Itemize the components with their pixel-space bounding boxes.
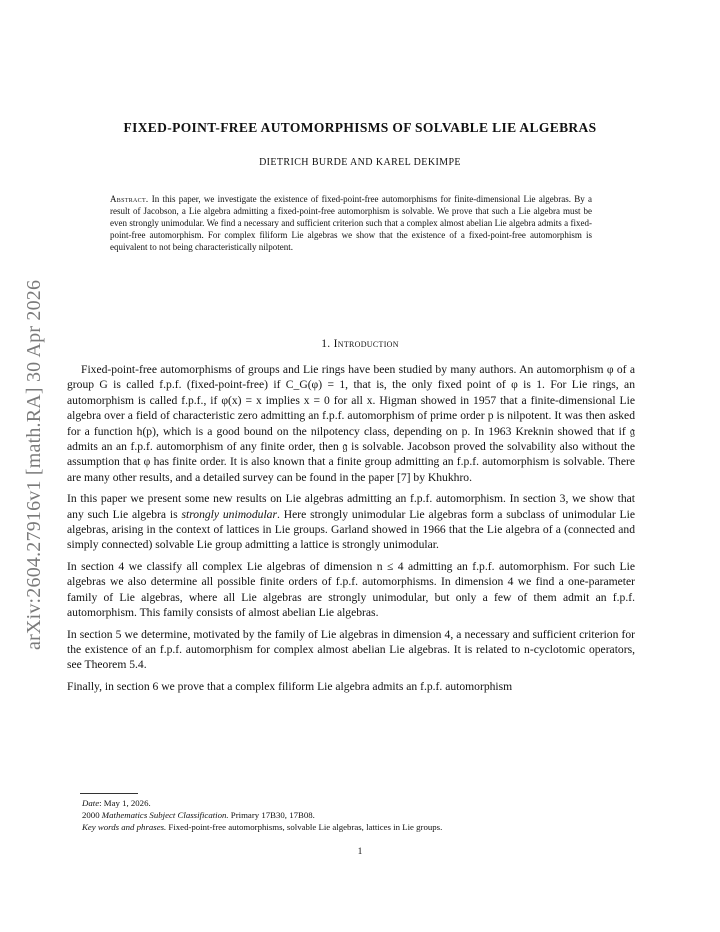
footnote-keywords <box>82 821 642 833</box>
arxiv-identifier-stamp: arXiv:2604.27916v1 [math.RA] 30 Apr 2026 <box>23 279 45 650</box>
footnote-date <box>82 797 642 809</box>
abstract-heading: Abstract. <box>110 194 149 204</box>
footnote-date-value: : May 1, 2026. <box>99 798 151 808</box>
page-number: 1 <box>357 847 363 857</box>
paper-title: FIXED-POINT-FREE AUTOMORPHISMS OF SOLVABLE LIE ALGEBRAS <box>123 120 597 135</box>
body-text <box>67 362 635 700</box>
section-title: Introduction <box>333 338 399 350</box>
paragraph-2 <box>67 491 635 553</box>
section-heading <box>0 338 720 350</box>
footnote-divider <box>80 793 138 794</box>
footnote-msc-prefix: 2000 <box>82 810 102 820</box>
paragraph-3: In section 4 we classify all complex Lie algebras of dimension n ≤ 4 admitting an f.p.f. automorphism. For such Lie algebras we also determine all possible finite orders of f.p.f. automorphisms. In dimension 4 we find a one-parameter family of Lie algebras, where all Lie algebras are strongly unimodular, but only a few of them admit an f.p.f. automorphism. This family consists of almost abelian Lie algebras. <box>67 559 635 620</box>
footnote-msc-label: Mathematics Subject Classification. <box>101 810 229 820</box>
footnote-keywords-label: Key words and phrases. <box>82 822 167 832</box>
paragraph-2-emphasis: strongly unimodular <box>181 507 277 521</box>
footnote-msc-value: Primary 17B30, 17B08. <box>228 810 315 820</box>
paragraph-4: In section 5 we determine, motivated by the family of Lie algebras in dimension 4, a necessary and sufficient criterion for the existence of an f.p.f. automorphism for complex almost abelian Lie algebras. It is related to n-cyclotomic operators, see Theorem 5.4. <box>67 627 635 672</box>
section-number: 1. <box>321 338 331 350</box>
paragraph-2-end: . Here strongly unimodular Lie algebras form a subclass of unimodular Lie algebras, arising in the context of lattices in Lie groups. Garland showed in 1966 that the Lie algebra of a (connected and simply connected) solvable Lie group admitting a lattice is strongly unimodular. <box>67 507 635 552</box>
paragraph-2-start: In this paper we present some new results on Lie algebras admitting an f.p.f. automorphism. In section 3, we show that any such Lie algebra is <box>67 492 635 521</box>
paper-authors: DIETRICH BURDE AND KAREL DEKIMPE <box>259 157 461 168</box>
footnote-msc <box>82 809 642 821</box>
footnote-date-label: Date <box>82 798 100 808</box>
paragraph-1: Fixed-point-free automorphisms of groups and Lie rings have been studied by many authors. An automorphism φ of a group G is called f.p.f. (fixed-point-free) if C_G(φ) = 1, that is, the only fixed point of φ is 1. For Lie rings, an automorphism is called f.p.f., if φ(x) = x implies x = 0 for all x. Higman showed in 1957 that a finite-dimensional Lie algebra over a field of characteristic zero admitting an f.p.f. automorphism of prime order p is nilpotent. It was then asked for a function h(p), which is a good bound on the nilpotency class, depending on p. In 1963 Kreknin showed that if 𝔤 admits an an f.p.f. automorphism of any finite order, then 𝔤 is solvable. Jacobson proved the solvability also without the assumption that φ has finite order. It is also known that a finite group admitting an f.p.f. automorphism is solvable. There are many other results, and a detailed survey can be found in the paper [7] by Khukhro. <box>67 363 635 484</box>
abstract <box>110 193 592 253</box>
paragraph-5: Finally, in section 6 we prove that a complex filiform Lie algebra admits an f.p.f. automorphism <box>67 679 513 693</box>
footnotes <box>82 797 642 833</box>
footnote-keywords-value: Fixed-point-free automorphisms, solvable Lie algebras, lattices in Lie groups. <box>166 822 443 832</box>
abstract-text: In this paper, we investigate the existence of fixed-point-free automorphisms for finite-dimensional Lie algebras. By a result of Jacobson, a Lie algebra admitting a fixed-point-free automorphism is solvable. We prove that such a Lie algebra must be even strongly unimodular. We find a necessary and sufficient criterion such that a complex almost abelian Lie algebra admits a fixed-point-free automorphism. For complex filiform Lie algebras we show that the existence of a fixed-point-free automorphism is equivalent to not being characteristically nilpotent. <box>110 194 593 253</box>
